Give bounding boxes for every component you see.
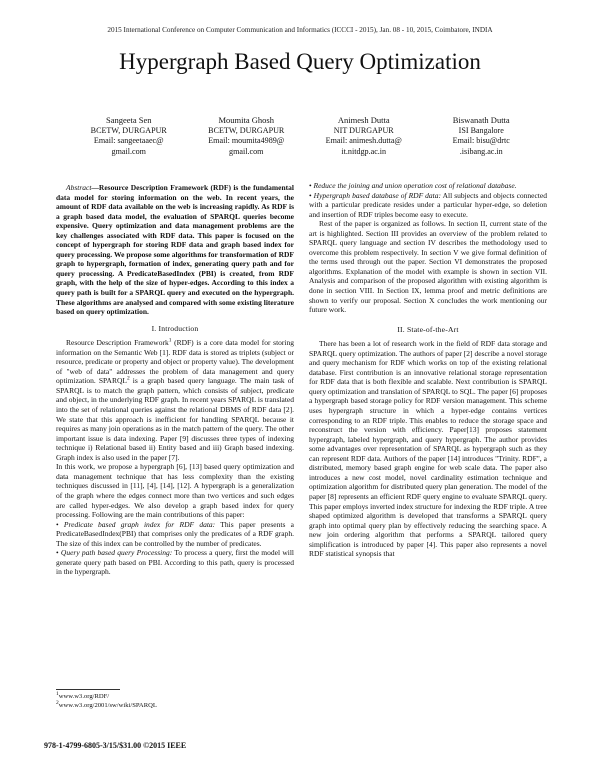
footnote-number: 1: [56, 690, 59, 697]
author-name: Biswanath Dutta: [452, 115, 510, 125]
bullet-text: This paper presents a PredicateBasedIndex(PBI) that comprises only the predicates of a RDF graph. The size of this index can be controlled by the number of predicates.: [56, 519, 294, 548]
contribution-bullet-4: • Hypergraph based database of RDF data: All subjects and objects connected with a particular predicate resides under a particular hyper-edge, so deletion and insertion of RDF triples become easy to execute.: [309, 190, 547, 219]
right-column: [309, 181, 547, 559]
author-affiliation: BCETW, DURGAPUR: [208, 125, 285, 135]
footnote-ref: 2: [126, 375, 130, 382]
intro-text: Resource Description Framework: [66, 338, 169, 348]
footnote-divider: [56, 689, 120, 690]
abstract-label: Abstract: [66, 183, 92, 192]
author-affiliation: NIT DURGAPUR: [333, 125, 394, 135]
bullet-label: Hypergraph based database of RDF data:: [313, 190, 442, 200]
author-2: [188, 115, 306, 157]
author-name: Animesh Dutta: [337, 115, 390, 125]
abstract-text: —Resource Description Framework (RDF) is the fundamental data model for storing information on the web. In recent years, the amount of RDF data available on the web is increasing rapidly. As RDF is a graph based data model, the evaluation of SPARQL queries become expensive. Query optimization and data management problems are the key challenges associated with RDF data. This paper is focused on the concept of hypergraph for storing RDF data and graph based index for query processing. We propose some algorithms for transformation of RDF graph to hypergraph, formation of index, generating query path and for query processing. A PredicateBasedIndex (PBI) is created, from RDF graph, with the help of the size of hyper-edges. According to this index a query path is built for a SPARQL query and executed on the hypergraph. These algorithms are analysed and compared with some existing literature based on query optimization.: [56, 183, 294, 317]
author-email-line2: gmail.com: [111, 146, 146, 156]
running-header: 2015 International Conference on Computer Communication and Informatics (ICCCI - 2015), Jan. 08 - 10, 2015, Coimbatore, INDIA: [107, 26, 493, 34]
left-column: [56, 183, 294, 577]
intro-paragraph-3: Rest of the paper is organized as follows. In section II, current state of the art is highlighted. Section III provides an overview of the problem related to SPARQL query language and section IV describes the methodology used to overcome this problem respectively. In section V we give formal definition of the terms used through out the paper. Section VI demonstrates the proposed algorithms. Explanation of the model with example is shown in section VII. Analysis and comparison of the proposed algorithm with existing algorithm is done in section VIII. In Section IX, lemma proof and metric definitions are shown to verify our proposal. Section X concludes the work mentioning our future work.: [309, 219, 547, 315]
footnote-1: [56, 690, 294, 702]
author-email-line1: Email: bisu@drtc: [452, 136, 510, 146]
intro-text: is a graph based query language. The main task of SPARQL is to match the graph pattern, which consists of subject, predicate and object, in the underlying RDF graph. In recent years SPARQL is translated into the set of relational queries against the relational DBMS of RDF data [2]. We state that this approach is inefficient for handling SPARQL because it requires as many join operations as in the match pattern of the query. The other important issue is data indexing. Paper [9] discusses three types of indexing technique i) Relational based ii) Entity based and iii) Graph based indexing. Graph index is also used in the paper [7].: [56, 376, 294, 462]
footnote-text: www.w3.org/RDF/: [58, 693, 110, 700]
author-3: [305, 115, 423, 157]
footer-copyright: 978-1-4799-6805-3/15/$31.00 ©2015 IEEE: [44, 741, 187, 750]
footnote-number: 2: [56, 699, 59, 706]
bullet-label: Query path based query Processing:: [60, 548, 173, 558]
contribution-bullet-1: • Predicate based graph index for RDF data: This paper presents a PredicateBasedIndex(PBI) that comprises only the predicates of a RDF graph. The size of this index can be controlled by the number of predicates.: [56, 519, 294, 548]
abstract: [56, 183, 294, 317]
author-email-line1: Email: moumita4989@: [208, 136, 285, 146]
author-affiliation: ISI Bangalore: [458, 125, 504, 135]
contribution-bullet-2: • Query path based query Processing: To process a query, first the model will generate query path based on PBI. According to this path, query is processed in the hypergraph.: [56, 548, 294, 577]
author-4: [423, 115, 541, 157]
section-heading-introduction: I. Introduction: [151, 323, 199, 333]
bullet-text: All subjects and objects connected with a particular predicate resides under a particular hyper-edge, so deletion and insertion of RDF triples become easy to execute.: [309, 190, 547, 219]
author-email-line1: Email: sangeetaaec@: [93, 136, 164, 146]
footnotes: [56, 689, 294, 710]
author-1: [70, 115, 188, 157]
footnote-text: www.w3.org/2001/sw/wiki/SPARQL: [58, 701, 157, 709]
bullet-text: To process a query, first the model will generate query path based on PBI. According to this path, query is processed in the hypergraph.: [56, 548, 294, 577]
author-affiliation: BCETW, DURGAPUR: [90, 125, 167, 135]
intro-paragraph-2: In this work, we propose a hypergraph [6], [13] based query optimization and data management technique that has less complexity than the existing techniques discussed in [11], [4], [14], [12]. A hypergraph is a generalization of the graph where the edges connect more than two vertices and such edges are called hyper-edges. We also develop a graph based index for query processing. Following are the main contributions of this paper:: [56, 462, 294, 520]
bullet-label: Predicate based graph index for RDF data:: [63, 519, 216, 529]
bullet-label: Reduce the joining and union operation cost of relational database.: [313, 181, 517, 190]
intro-paragraph-1: [56, 338, 294, 462]
author-email-line2: gmail.com: [229, 146, 264, 156]
author-block: [70, 115, 540, 157]
section-heading-state-of-the-art: II. State-of-the-Art: [397, 324, 459, 334]
sota-paragraph-1: There has been a lot of research work in the field of RDF data storage and SPARQL query optimization. The authors of paper [2] describe a novel storage and query mechanism for RDF which works on top of the existing relational database. First contribution is an innovative relational storage representation for RDF data that is both flexible and scalable. Next contribution is SPARQL query optimization and translation of SPARQL to SQL. The paper [6] proposes a hypergraph based storage policy for RDF version management. This scheme uses hypergraph structure in which a hyper-edge contains vertices corresponding to an RDF triple. This enables to reduce the storage space and reconstruct the version with efficiency. Paper[13] proposes statement hypergraph, labeled hypergraph, and query hypergraph. The author provides some advantages over representation of SPARQL as hypergraph such as they can represent RDF data. Authors of the paper [14] introduces "Trinity. RDF", a distributed, memory based graph engine for web scale data. The paper also introduces a new cost model, novel cardinality estimation technique and optimization algorithm for distributed query plan generation. The model of the paper [8] represents an efficient RDF query engine to evaluate SPARQL query. This paper employs inverted index structure for indexing the RDF triple. A tree shaped optimized algorithm is developed that transforms a SPARQL query graph into optimal query plan by effectively reducing the searching space. A new join ordering algorithm that performs a SPARQL tailored query simplification is introduced by paper [4]. This paper also represents a novel RDF statistical synopsis that: [309, 339, 547, 559]
footnote-ref: 1: [168, 337, 172, 344]
author-email-line2: .isibang.ac.in: [459, 146, 503, 156]
author-email-line2: it.nitdgp.ac.in: [341, 146, 387, 156]
intro-text: (RDF) is a core data model for storing information on the Semantic Web [1]. RDF data is stored as triplets (subject or resource, predicate or property and object or property value). The development of "web of data" addresses the problem of data management and query optimization. SPARQL: [56, 338, 294, 386]
footnote-2: [56, 699, 294, 711]
contribution-bullet-3: • Reduce the joining and union operation cost of relational database.: [309, 181, 517, 190]
author-email-line1: Email: animesh.dutta@: [325, 136, 402, 146]
author-name: Moumita Ghosh: [218, 115, 274, 125]
author-name: Sangeeta Sen: [105, 115, 152, 125]
paper-title: Hypergraph Based Query Optimization: [119, 49, 481, 74]
